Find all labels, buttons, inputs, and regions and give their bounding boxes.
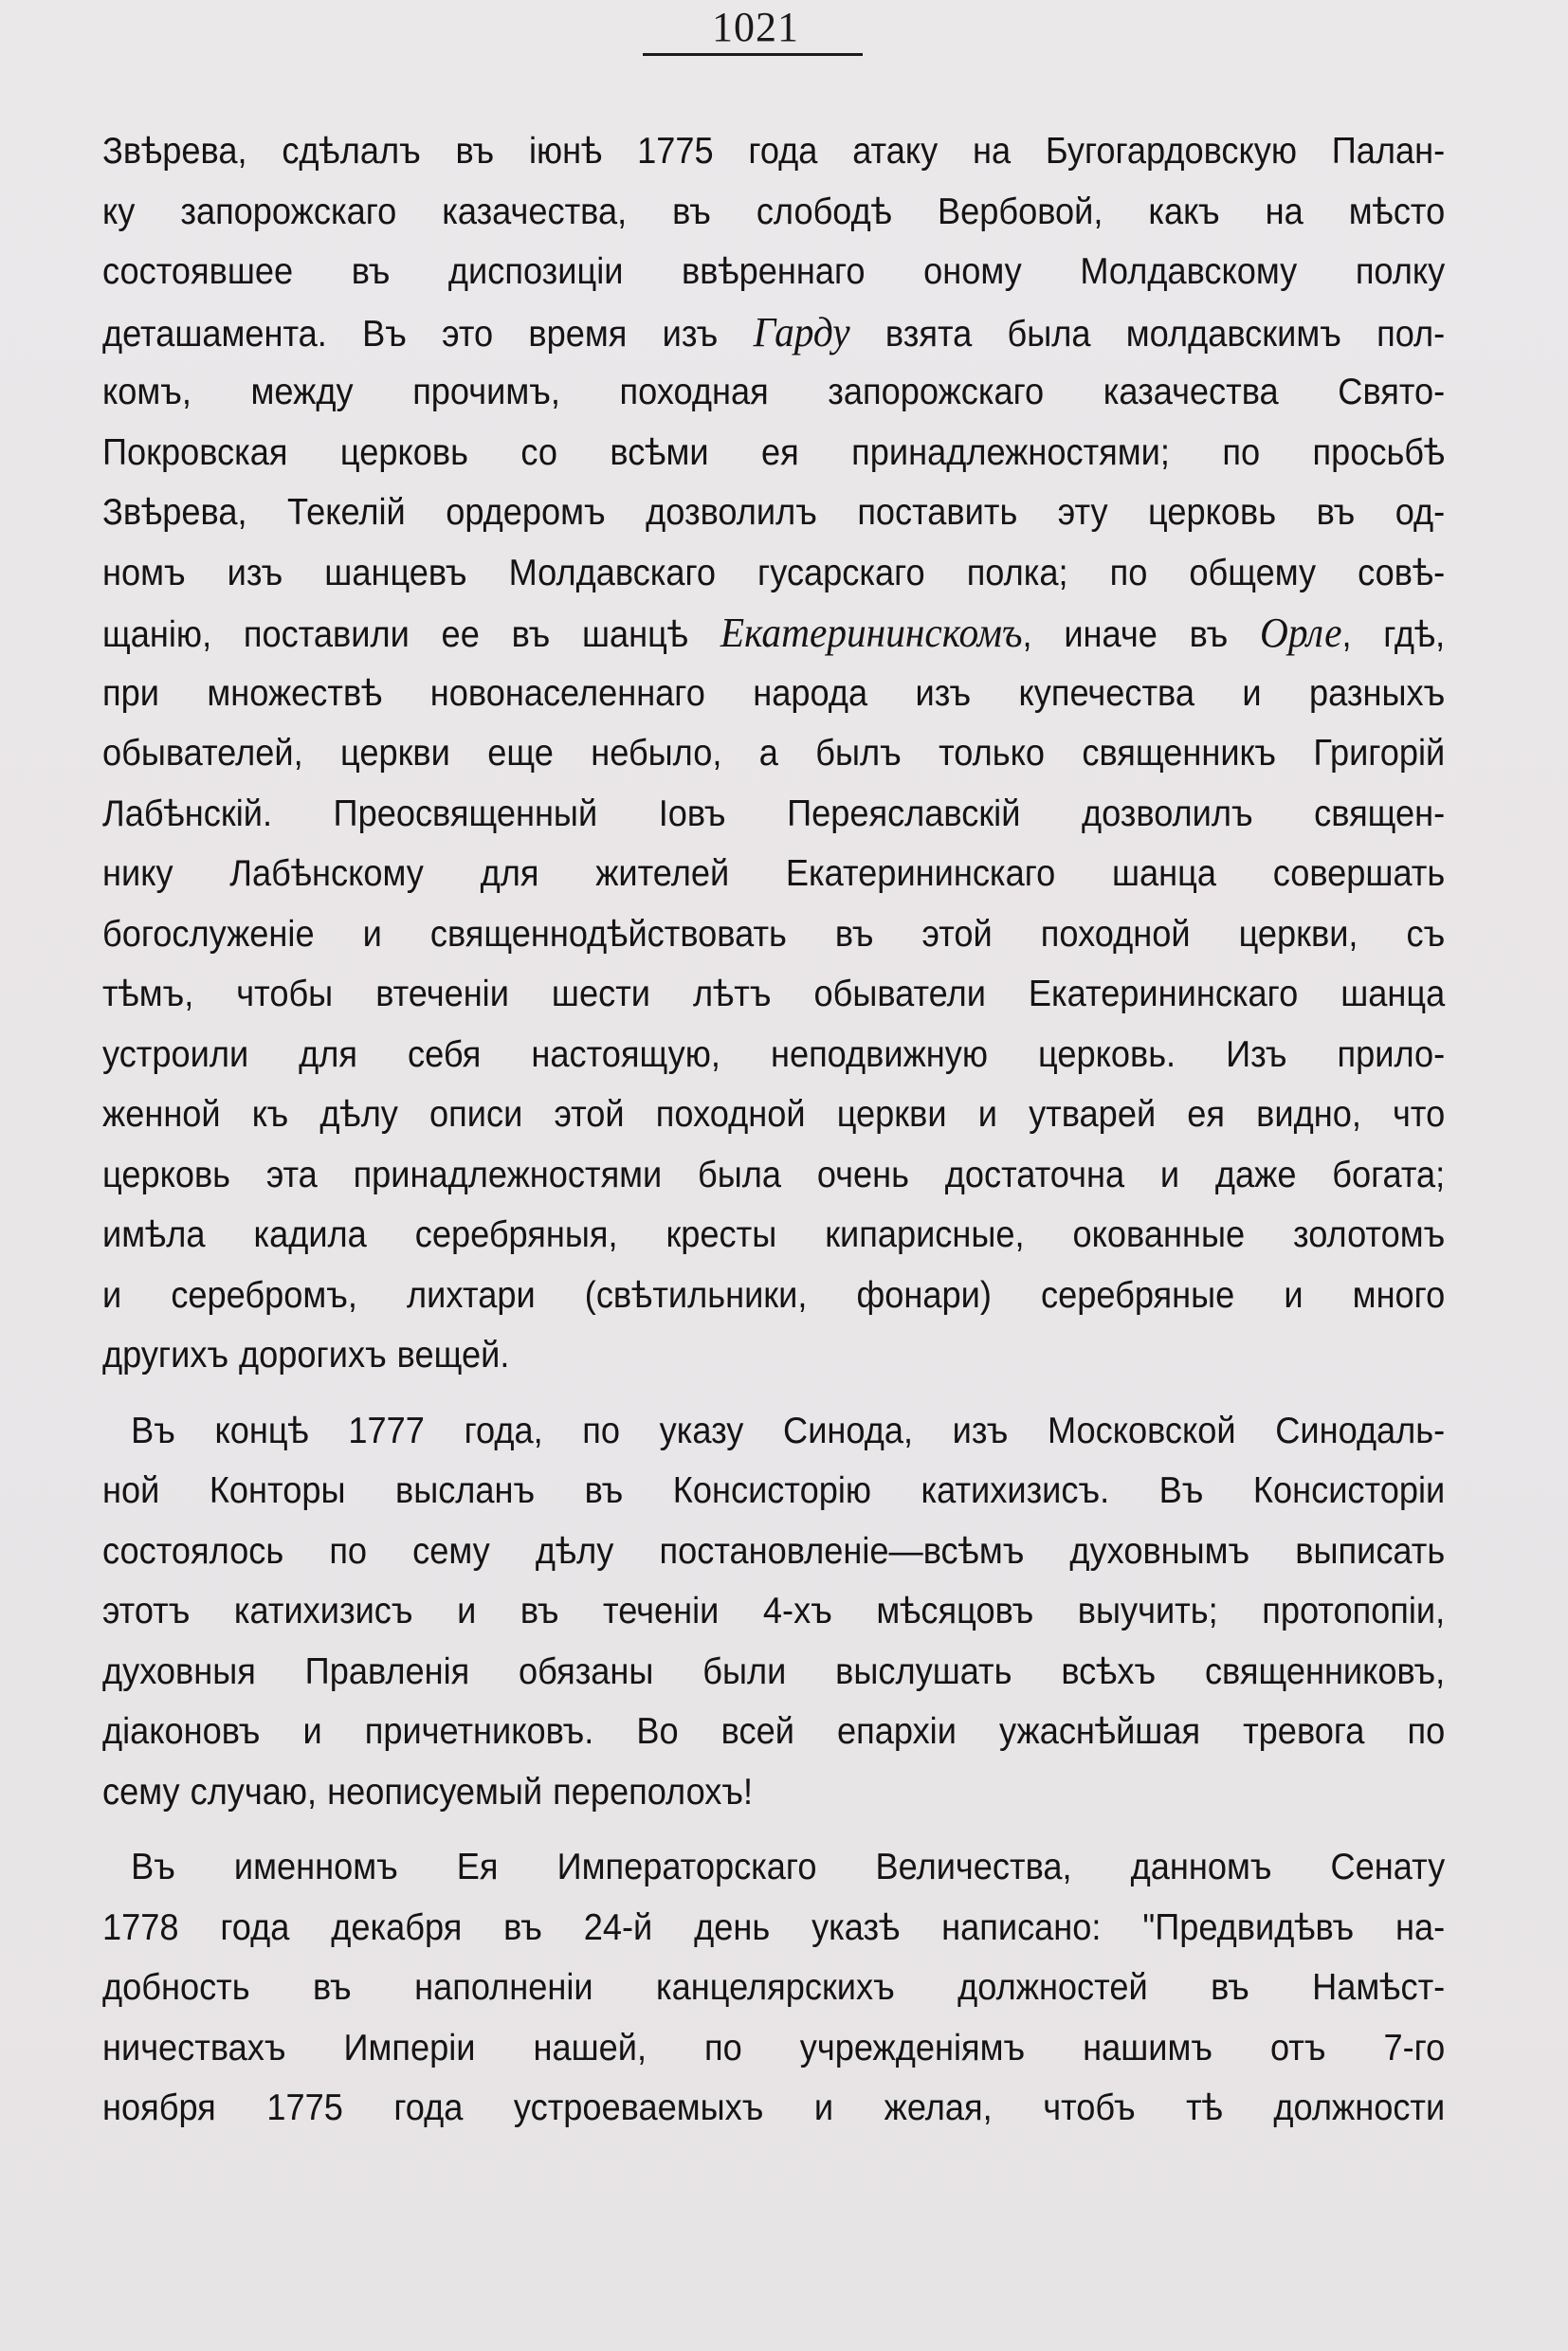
text-line xyxy=(102,1084,1445,1145)
text-line xyxy=(102,1642,1445,1703)
text-line xyxy=(102,1702,1445,1762)
text-line xyxy=(102,603,1445,664)
text-run: ной Конторы высланъ въ Консисторію катихизисъ. Въ Консисторіи xyxy=(102,1470,1446,1511)
text-run: нику Лабѣнскому для жителей Екатерининскаго шанца совершать xyxy=(102,853,1446,894)
text-line xyxy=(102,543,1445,604)
text-run: сему случаю, неописуемый переполохъ! xyxy=(102,1771,754,1813)
paragraph-gap xyxy=(102,1386,1445,1401)
paragraph-gap xyxy=(102,1822,1445,1837)
text-run: діаконовъ и причетниковъ. Во всей епархіи ужаснѣйшая тревога по xyxy=(102,1711,1446,1752)
text-run: ноября 1775 года устроеваемыхъ и желая, чтобъ тѣ должности xyxy=(102,2087,1446,2128)
text-line xyxy=(102,1401,1445,1462)
text-run: состоялось по сему дѣлу постановленіе—всѣмъ духовнымъ выписать xyxy=(102,1530,1446,1572)
text-run: обывателей, церкви еще небыло, а былъ только священникъ Григорій xyxy=(102,733,1446,774)
text-run: при множествѣ новонаселеннаго народа изъ купечества и разныхъ xyxy=(102,672,1446,714)
text-run: этотъ катихизисъ и въ теченіи 4-хъ мѣсяцовъ выучить; протопопіи, xyxy=(102,1591,1446,1631)
text-run: состоявшее въ диспозиціи ввѣреннаго оному Молдавскому полку xyxy=(102,251,1446,292)
text-run: номъ изъ шанцевъ Молдавскаго гусарскаго полка; по общему совѣ- xyxy=(102,552,1446,593)
text-line xyxy=(102,784,1445,845)
text-run: женной къ дѣлу описи этой походной церкви и утварей ея видно, что xyxy=(102,1094,1446,1135)
text-run: Въ именномъ Ея Императорскаго Величества, данномъ Сенату xyxy=(131,1847,1446,1887)
text-line xyxy=(102,483,1445,543)
paragraph xyxy=(102,121,1445,1386)
text-run: духовныя Правленія обязаны были выслушать всѣхъ священниковъ, xyxy=(102,1650,1446,1692)
text-run: Звѣрева, Текелій ордеромъ дозволилъ поставить эту церковь въ од- xyxy=(102,492,1446,533)
italic-text: Екатерининскомъ xyxy=(720,610,1023,656)
italic-text: Орле xyxy=(1260,610,1342,656)
text-line xyxy=(102,1581,1445,1642)
text-line xyxy=(102,1762,1445,1823)
text-run: , гдѣ, xyxy=(1341,614,1446,655)
text-run: добность въ наполненіи канцелярскихъ должностей въ Намѣст- xyxy=(102,1967,1446,2008)
text-run: щанію, поставили ее въ шанцѣ xyxy=(102,614,720,655)
text-run: ничествахъ Имперіи нашей, по учрежденіямъ нашимъ отъ 7-го xyxy=(102,2027,1446,2069)
text-run: Звѣрева, сдѣлалъ въ іюнѣ 1775 года атаку на Бугогардовскую Палан- xyxy=(102,131,1446,172)
text-line xyxy=(102,2078,1445,2139)
text-run: устроили для себя настоящую, неподвижную церковь. Изъ прило- xyxy=(102,1033,1446,1075)
text-line xyxy=(102,664,1445,724)
paragraph xyxy=(102,1401,1445,1823)
body-text xyxy=(102,121,1445,2139)
text-run: Покровская церковь со всѣми ея принадлежностями; по просьбѣ xyxy=(102,431,1446,473)
text-run: 1778 года декабря въ 24-й день указѣ написано: "Предвидѣвъ на- xyxy=(102,1906,1446,1948)
text-line xyxy=(102,423,1445,483)
text-run: имѣла кадила серебряныя, кресты кипарисные, окованные золотомъ xyxy=(102,1214,1446,1255)
text-run: другихъ дорогихъ вещей. xyxy=(102,1335,510,1376)
text-run: богослуженіе и священнодѣйствовать въ этой походной церкви, съ xyxy=(102,913,1446,955)
text-run: деташамента. Въ это время изъ xyxy=(102,313,754,355)
text-line xyxy=(102,723,1445,784)
text-line xyxy=(102,1205,1445,1266)
text-line xyxy=(102,904,1445,965)
italic-text: Гарду xyxy=(753,308,850,355)
text-line xyxy=(102,1522,1445,1582)
text-run: Въ концѣ 1777 года, по указу Синода, изъ Московской Синодаль- xyxy=(131,1410,1446,1451)
text-line xyxy=(102,964,1445,1025)
text-line xyxy=(102,1837,1445,1898)
text-line xyxy=(102,1025,1445,1085)
text-run: комъ, между прочимъ, походная запорожскаго казачества Свято- xyxy=(102,372,1446,412)
text-line xyxy=(102,182,1445,243)
text-run: церковь эта принадлежностями была очень достаточна и даже богата; xyxy=(102,1154,1446,1195)
text-line xyxy=(102,242,1445,302)
text-line xyxy=(102,844,1445,904)
text-line xyxy=(102,362,1445,423)
text-line xyxy=(102,1325,1445,1386)
text-line xyxy=(102,1898,1445,1959)
text-line xyxy=(102,302,1445,363)
page-number: 1021 xyxy=(712,4,799,50)
text-line xyxy=(102,1266,1445,1326)
text-line xyxy=(102,121,1445,182)
text-line xyxy=(102,1958,1445,2018)
text-run: тѣмъ, чтобы втеченіи шести лѣтъ обыватели Екатерининскаго шанца xyxy=(102,974,1446,1014)
text-line xyxy=(102,1145,1445,1206)
text-run: взята была молдавскимъ пол- xyxy=(849,313,1446,355)
paragraph xyxy=(102,1837,1445,2139)
text-line xyxy=(102,1461,1445,1522)
page-number-underline xyxy=(643,53,863,56)
text-line xyxy=(102,2018,1445,2079)
text-run: ку запорожскаго казачества, въ слободѣ Вербовой, какъ на мѣсто xyxy=(102,191,1446,232)
text-run: Лабѣнскій. Преосвященный Іовъ Переяславскій дозволилъ священ- xyxy=(102,793,1446,834)
text-run: и серебромъ, лихтари (свѣтильники, фонари) серебряные и много xyxy=(102,1274,1446,1316)
text-run: , иначе въ xyxy=(1022,614,1261,655)
